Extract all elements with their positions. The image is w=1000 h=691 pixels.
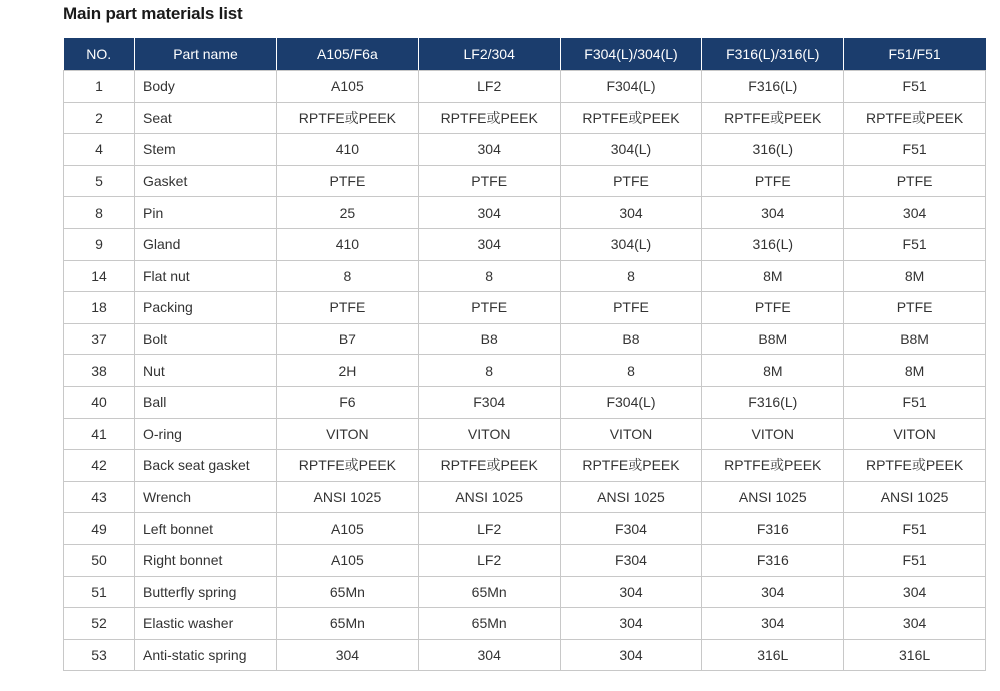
cell-material-4: 304 <box>702 197 844 229</box>
cell-part-name: Elastic washer <box>135 608 277 640</box>
cell-material-4: ANSI 1025 <box>702 481 844 513</box>
header-cell-material-2: LF2/304 <box>418 38 560 71</box>
cell-no: 2 <box>64 102 135 134</box>
cell-no: 41 <box>64 418 135 450</box>
cell-material-1: 410 <box>277 228 419 260</box>
cell-part-name: Right bonnet <box>135 544 277 576</box>
cell-material-3: ANSI 1025 <box>560 481 702 513</box>
header-cell-material-1: A105/F6a <box>277 38 419 71</box>
cell-no: 1 <box>64 71 135 103</box>
cell-material-4: F316(L) <box>702 71 844 103</box>
cell-material-1: 65Mn <box>277 576 419 608</box>
cell-material-3: 8 <box>560 260 702 292</box>
cell-material-4: 316L <box>702 639 844 671</box>
cell-material-1: 65Mn <box>277 608 419 640</box>
cell-no: 53 <box>64 639 135 671</box>
table-row <box>64 165 986 197</box>
cell-material-3: RPTFE或PEEK <box>560 450 702 482</box>
cell-no: 49 <box>64 513 135 545</box>
header-cell-material-5: F51/F51 <box>844 38 986 71</box>
table-row <box>64 418 986 450</box>
cell-part-name: Flat nut <box>135 260 277 292</box>
header-cell-material-4: F316(L)/316(L) <box>702 38 844 71</box>
table-row <box>64 544 986 576</box>
cell-part-name: Butterfly spring <box>135 576 277 608</box>
cell-material-5: F51 <box>844 134 986 166</box>
cell-material-1: VITON <box>277 418 419 450</box>
cell-part-name: Pin <box>135 197 277 229</box>
cell-material-5: 8M <box>844 260 986 292</box>
cell-no: 9 <box>64 228 135 260</box>
cell-material-5: 8M <box>844 355 986 387</box>
cell-material-2: 304 <box>418 197 560 229</box>
cell-material-2: LF2 <box>418 544 560 576</box>
cell-material-2: RPTFE或PEEK <box>418 102 560 134</box>
cell-material-1: A105 <box>277 71 419 103</box>
cell-material-5: 316L <box>844 639 986 671</box>
cell-material-1: RPTFE或PEEK <box>277 450 419 482</box>
cell-part-name: Body <box>135 71 277 103</box>
cell-part-name: Packing <box>135 292 277 324</box>
cell-material-1: 410 <box>277 134 419 166</box>
cell-part-name: Nut <box>135 355 277 387</box>
cell-no: 14 <box>64 260 135 292</box>
cell-material-5: PTFE <box>844 292 986 324</box>
table-row <box>64 260 986 292</box>
table-row <box>64 450 986 482</box>
cell-material-2: 65Mn <box>418 608 560 640</box>
cell-material-4: F316(L) <box>702 386 844 418</box>
cell-material-4: F316 <box>702 544 844 576</box>
cell-material-5: F51 <box>844 386 986 418</box>
cell-material-3: F304(L) <box>560 71 702 103</box>
table-row <box>64 513 986 545</box>
cell-material-5: 304 <box>844 197 986 229</box>
cell-material-5: RPTFE或PEEK <box>844 102 986 134</box>
cell-material-1: RPTFE或PEEK <box>277 102 419 134</box>
table-row <box>64 355 986 387</box>
cell-material-2: 8 <box>418 355 560 387</box>
cell-material-5: F51 <box>844 228 986 260</box>
cell-material-5: F51 <box>844 544 986 576</box>
cell-part-name: Back seat gasket <box>135 450 277 482</box>
cell-material-4: B8M <box>702 323 844 355</box>
cell-part-name: Wrench <box>135 481 277 513</box>
cell-material-1: PTFE <box>277 292 419 324</box>
cell-material-5: PTFE <box>844 165 986 197</box>
cell-material-2: LF2 <box>418 513 560 545</box>
cell-part-name: Bolt <box>135 323 277 355</box>
cell-material-4: 304 <box>702 608 844 640</box>
cell-material-5: F51 <box>844 71 986 103</box>
cell-no: 40 <box>64 386 135 418</box>
cell-part-name: Stem <box>135 134 277 166</box>
cell-no: 4 <box>64 134 135 166</box>
cell-material-3: F304 <box>560 513 702 545</box>
table-header <box>64 38 986 71</box>
cell-material-1: 8 <box>277 260 419 292</box>
cell-material-1: 25 <box>277 197 419 229</box>
cell-no: 52 <box>64 608 135 640</box>
table-row <box>64 228 986 260</box>
cell-material-3: 304(L) <box>560 228 702 260</box>
cell-material-2: 304 <box>418 134 560 166</box>
table-row <box>64 197 986 229</box>
cell-material-1: A105 <box>277 544 419 576</box>
cell-material-3: B8 <box>560 323 702 355</box>
cell-material-2: B8 <box>418 323 560 355</box>
cell-material-3: 304 <box>560 576 702 608</box>
cell-part-name: Left bonnet <box>135 513 277 545</box>
cell-material-5: 304 <box>844 576 986 608</box>
cell-material-3: RPTFE或PEEK <box>560 102 702 134</box>
header-cell-no: NO. <box>64 38 135 71</box>
cell-no: 37 <box>64 323 135 355</box>
cell-material-2: PTFE <box>418 292 560 324</box>
table-row <box>64 323 986 355</box>
cell-material-1: 304 <box>277 639 419 671</box>
page-title: Main part materials list <box>63 4 243 23</box>
cell-material-4: RPTFE或PEEK <box>702 450 844 482</box>
header-row <box>64 38 986 71</box>
cell-material-3: F304(L) <box>560 386 702 418</box>
cell-material-3: PTFE <box>560 292 702 324</box>
cell-material-2: RPTFE或PEEK <box>418 450 560 482</box>
cell-material-2: 304 <box>418 639 560 671</box>
cell-material-4: 8M <box>702 260 844 292</box>
cell-no: 8 <box>64 197 135 229</box>
cell-material-3: VITON <box>560 418 702 450</box>
cell-material-2: PTFE <box>418 165 560 197</box>
cell-material-2: LF2 <box>418 71 560 103</box>
header-cell-material-3: F304(L)/304(L) <box>560 38 702 71</box>
cell-material-2: 65Mn <box>418 576 560 608</box>
cell-material-1: B7 <box>277 323 419 355</box>
cell-material-4: 304 <box>702 576 844 608</box>
cell-material-1: 2H <box>277 355 419 387</box>
cell-part-name: Anti-static spring <box>135 639 277 671</box>
cell-material-5: ANSI 1025 <box>844 481 986 513</box>
cell-material-1: A105 <box>277 513 419 545</box>
cell-material-4: PTFE <box>702 165 844 197</box>
cell-material-3: F304 <box>560 544 702 576</box>
table-row <box>64 481 986 513</box>
cell-material-2: 304 <box>418 228 560 260</box>
cell-part-name: Ball <box>135 386 277 418</box>
cell-material-3: PTFE <box>560 165 702 197</box>
cell-material-1: PTFE <box>277 165 419 197</box>
header-cell-part-name: Part name <box>135 38 277 71</box>
cell-no: 51 <box>64 576 135 608</box>
cell-material-4: RPTFE或PEEK <box>702 102 844 134</box>
table-row <box>64 71 986 103</box>
cell-material-2: ANSI 1025 <box>418 481 560 513</box>
cell-part-name: Seat <box>135 102 277 134</box>
cell-material-2: VITON <box>418 418 560 450</box>
cell-material-4: 316(L) <box>702 228 844 260</box>
cell-part-name: Gasket <box>135 165 277 197</box>
cell-material-3: 304 <box>560 197 702 229</box>
cell-material-1: ANSI 1025 <box>277 481 419 513</box>
cell-part-name: Gland <box>135 228 277 260</box>
table-row <box>64 134 986 166</box>
cell-material-4: F316 <box>702 513 844 545</box>
table-row <box>64 576 986 608</box>
cell-material-1: F6 <box>277 386 419 418</box>
cell-material-4: PTFE <box>702 292 844 324</box>
cell-material-4: 316(L) <box>702 134 844 166</box>
table-row <box>64 102 986 134</box>
cell-part-name: O-ring <box>135 418 277 450</box>
cell-material-5: 304 <box>844 608 986 640</box>
cell-material-3: 304(L) <box>560 134 702 166</box>
table-row <box>64 292 986 324</box>
cell-material-2: F304 <box>418 386 560 418</box>
table-row <box>64 608 986 640</box>
cell-material-4: 8M <box>702 355 844 387</box>
cell-material-5: VITON <box>844 418 986 450</box>
materials-table <box>63 38 986 671</box>
cell-no: 18 <box>64 292 135 324</box>
table-body <box>64 71 986 671</box>
cell-no: 42 <box>64 450 135 482</box>
cell-no: 38 <box>64 355 135 387</box>
cell-material-5: F51 <box>844 513 986 545</box>
cell-no: 5 <box>64 165 135 197</box>
cell-no: 50 <box>64 544 135 576</box>
table-row <box>64 386 986 418</box>
cell-material-3: 8 <box>560 355 702 387</box>
cell-no: 43 <box>64 481 135 513</box>
cell-material-4: VITON <box>702 418 844 450</box>
cell-material-5: RPTFE或PEEK <box>844 450 986 482</box>
cell-material-3: 304 <box>560 608 702 640</box>
table-row <box>64 639 986 671</box>
cell-material-2: 8 <box>418 260 560 292</box>
cell-material-5: B8M <box>844 323 986 355</box>
cell-material-3: 304 <box>560 639 702 671</box>
